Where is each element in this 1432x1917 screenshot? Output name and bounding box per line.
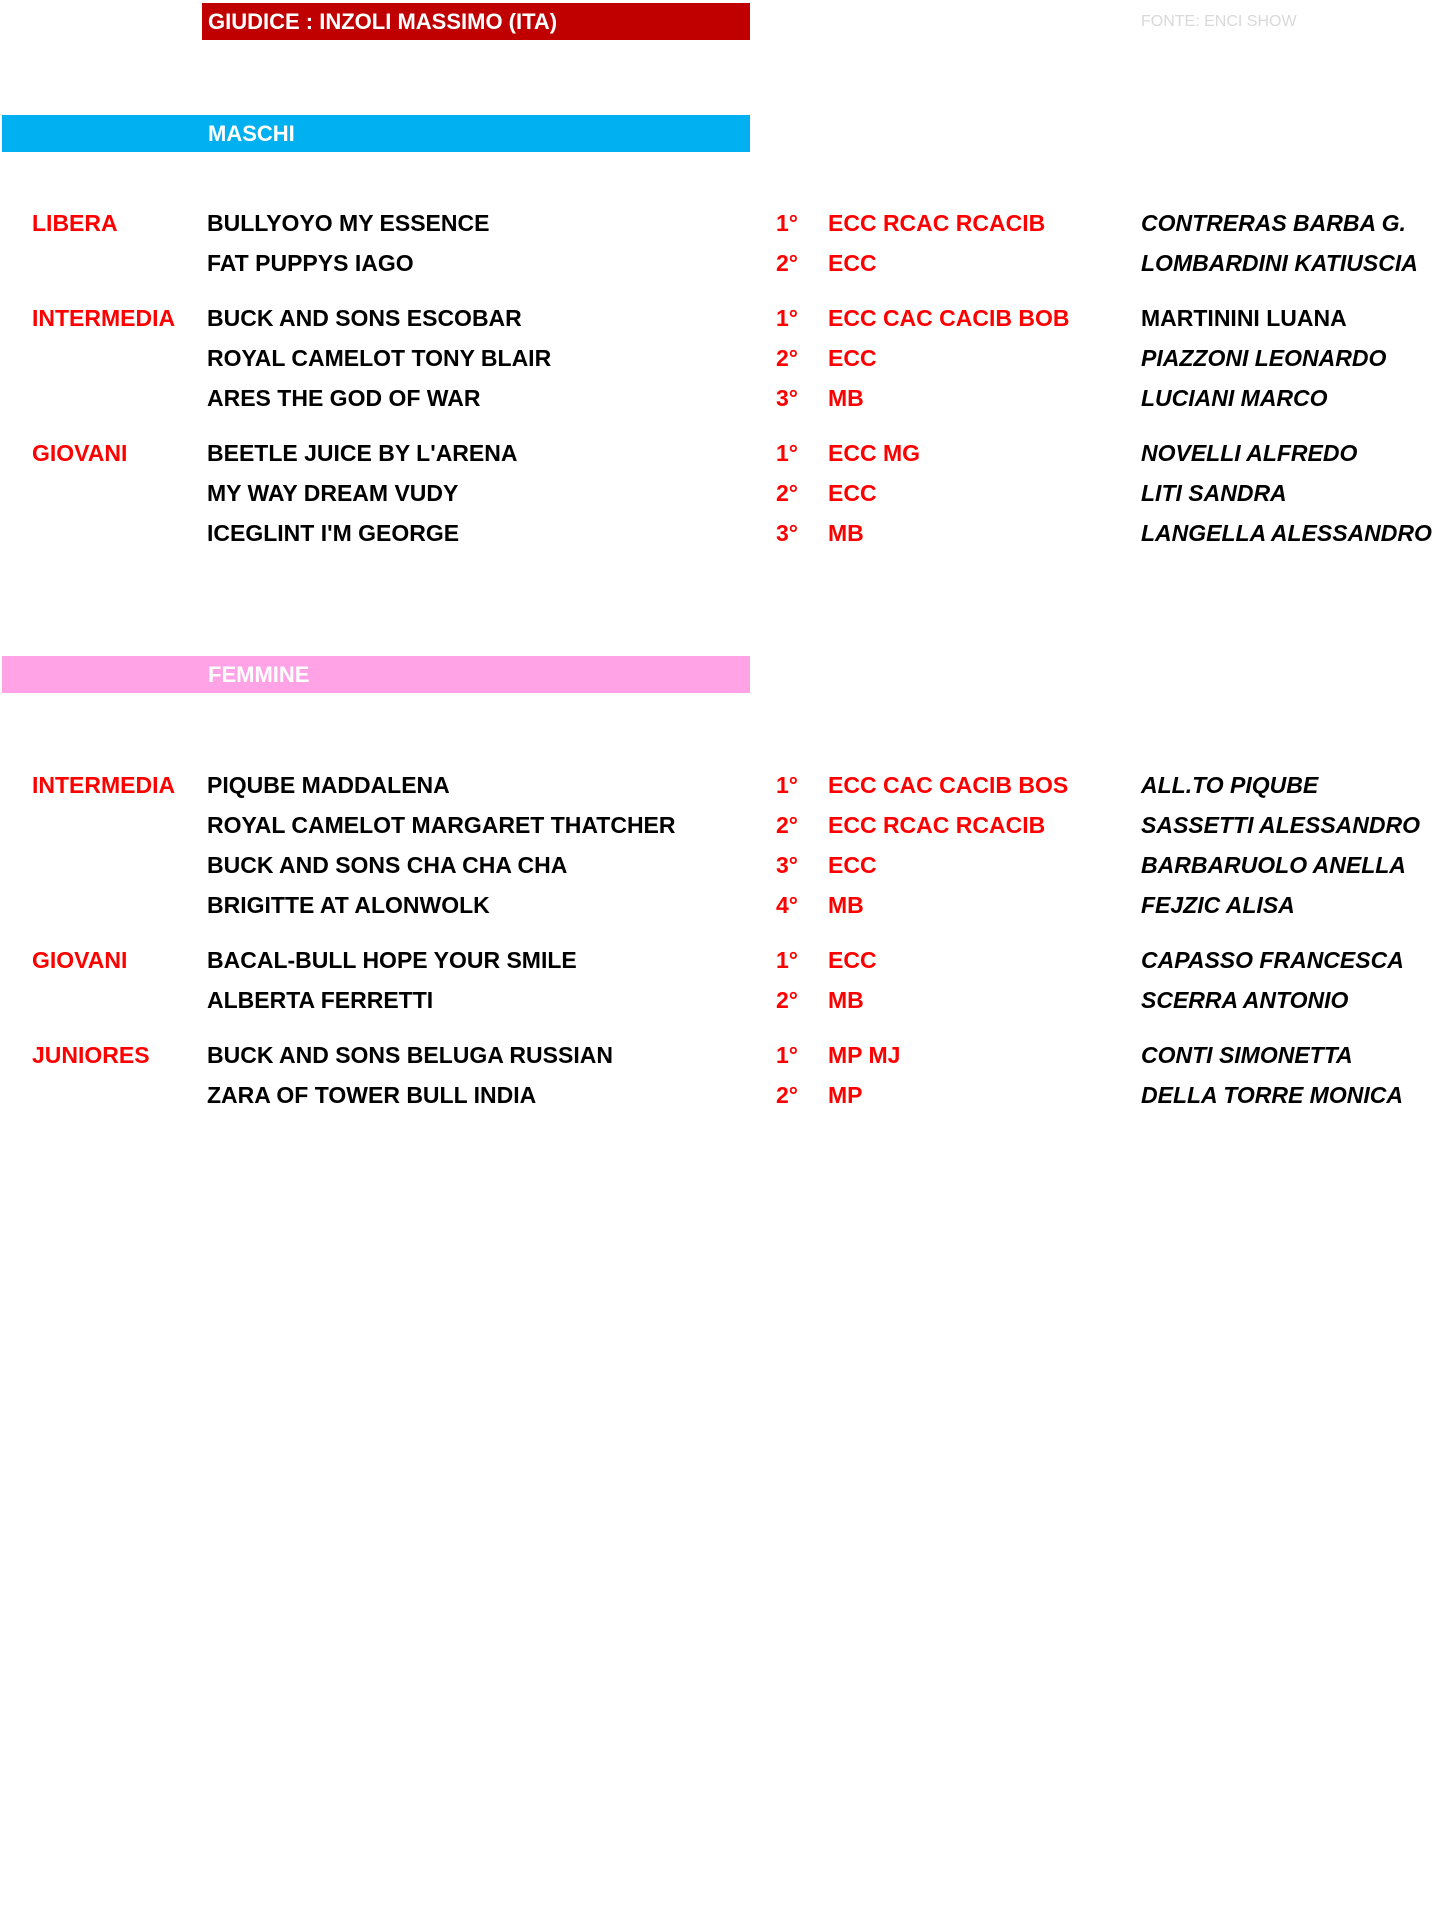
- placement: 2°: [776, 345, 798, 371]
- dog-name: FAT PUPPYS IAGO: [207, 250, 414, 276]
- males-section-title: MASCHI: [2, 115, 750, 152]
- result-row: [0, 807, 1421, 843]
- qualification: ECC RCAC RCACIB: [828, 812, 1046, 838]
- owner-name: MARTININI LUANA: [1141, 305, 1347, 331]
- dog-name: BEETLE JUICE BY L'ARENA: [207, 440, 518, 466]
- dog-name: ROYAL CAMELOT MARGARET THATCHER: [207, 812, 676, 838]
- placement: 3°: [776, 385, 798, 411]
- placement: 1°: [776, 947, 798, 973]
- owner-name: BARBARUOLO ANELLA: [1141, 852, 1406, 878]
- placement: 1°: [776, 210, 798, 236]
- placement: 2°: [776, 1082, 798, 1108]
- class-label: JUNIORES: [32, 1042, 150, 1068]
- result-row: [0, 435, 1400, 471]
- qualification: ECC: [828, 480, 877, 506]
- result-row: [0, 515, 1432, 551]
- owner-name: SASSETTI ALESSANDRO: [1141, 812, 1421, 838]
- class-label: LIBERA: [32, 210, 118, 236]
- owner-name: LOMBARDINI KATIUSCIA: [1141, 250, 1418, 276]
- owner-name: LITI SANDRA: [1141, 480, 1287, 506]
- qualification: ECC MG: [828, 440, 920, 466]
- owner-name: PIAZZONI LEONARDO: [1141, 345, 1387, 371]
- result-row: [0, 847, 1406, 883]
- judge-header: GIUDICE : INZOLI MASSIMO (ITA): [202, 3, 750, 40]
- placement: 1°: [776, 772, 798, 798]
- placement: 2°: [776, 250, 798, 276]
- dog-name: BACAL-BULL HOPE YOUR SMILE: [207, 947, 577, 973]
- owner-name: SCERRA ANTONIO: [1141, 987, 1349, 1013]
- result-row: [0, 205, 1406, 241]
- owner-name: FEJZIC ALISA: [1141, 892, 1295, 918]
- dog-name: ALBERTA FERRETTI: [207, 987, 434, 1013]
- dog-name: ZARA OF TOWER BULL INDIA: [207, 1082, 537, 1108]
- dog-name: ARES THE GOD OF WAR: [207, 385, 481, 411]
- result-row: [0, 1037, 1400, 1073]
- qualification: ECC: [828, 852, 877, 878]
- class-label: GIOVANI: [32, 440, 128, 466]
- source-note: FONTE: ENCI SHOW: [1141, 13, 1297, 30]
- qualification: MB: [828, 987, 864, 1013]
- qualification: MP: [828, 1082, 863, 1108]
- dog-name: BULLYOYO MY ESSENCE: [207, 210, 490, 236]
- result-row: [0, 887, 1400, 923]
- qualification: MB: [828, 520, 864, 546]
- placement: 1°: [776, 1042, 798, 1068]
- owner-name: DELLA TORRE MONICA: [1141, 1082, 1403, 1108]
- result-row: [0, 300, 1400, 336]
- placement: 2°: [776, 480, 798, 506]
- qualification: MP MJ: [828, 1042, 901, 1068]
- owner-name: CAPASSO FRANCESCA: [1141, 947, 1404, 973]
- owner-name: CONTI SIMONETTA: [1141, 1042, 1353, 1068]
- placement: 2°: [776, 987, 798, 1013]
- result-row: [0, 475, 1400, 511]
- owner-name: ALL.TO PIQUBE: [1141, 772, 1319, 798]
- class-label: INTERMEDIA: [32, 772, 176, 798]
- placement: 3°: [776, 520, 798, 546]
- result-row: [0, 767, 1400, 803]
- placement: 1°: [776, 440, 798, 466]
- owner-name: NOVELLI ALFREDO: [1141, 440, 1358, 466]
- qualification: ECC CAC CACIB BOS: [828, 772, 1069, 798]
- result-row: [0, 380, 1400, 416]
- placement: 2°: [776, 812, 798, 838]
- owner-name: LUCIANI MARCO: [1141, 385, 1328, 411]
- dog-name: ROYAL CAMELOT TONY BLAIR: [207, 345, 552, 371]
- qualification: ECC: [828, 345, 877, 371]
- qualification: ECC CAC CACIB BOB: [828, 305, 1070, 331]
- placement: 3°: [776, 852, 798, 878]
- class-label: INTERMEDIA: [32, 305, 176, 331]
- dog-name: PIQUBE MADDALENA: [207, 772, 450, 798]
- qualification: ECC: [828, 250, 877, 276]
- dog-name: MY WAY DREAM VUDY: [207, 480, 459, 506]
- dog-name: BUCK AND SONS ESCOBAR: [207, 305, 522, 331]
- dog-name: BUCK AND SONS BELUGA RUSSIAN: [207, 1042, 613, 1068]
- owner-name: LANGELLA ALESSANDRO: [1141, 520, 1432, 546]
- result-row: [0, 340, 1400, 376]
- result-row: [0, 982, 1400, 1018]
- placement: 1°: [776, 305, 798, 331]
- placement: 4°: [776, 892, 798, 918]
- dog-name: BUCK AND SONS CHA CHA CHA: [207, 852, 568, 878]
- result-row: [0, 245, 1418, 281]
- females-section-title: FEMMINE: [2, 656, 750, 693]
- dog-name: BRIGITTE AT ALONWOLK: [207, 892, 490, 918]
- result-row: [0, 1077, 1403, 1113]
- owner-name: CONTRERAS BARBA G.: [1141, 210, 1406, 236]
- dog-name: ICEGLINT I'M GEORGE: [207, 520, 460, 546]
- class-label: GIOVANI: [32, 947, 128, 973]
- qualification: MB: [828, 385, 864, 411]
- result-row: [0, 942, 1404, 978]
- qualification: ECC: [828, 947, 877, 973]
- qualification: ECC RCAC RCACIB: [828, 210, 1046, 236]
- qualification: MB: [828, 892, 864, 918]
